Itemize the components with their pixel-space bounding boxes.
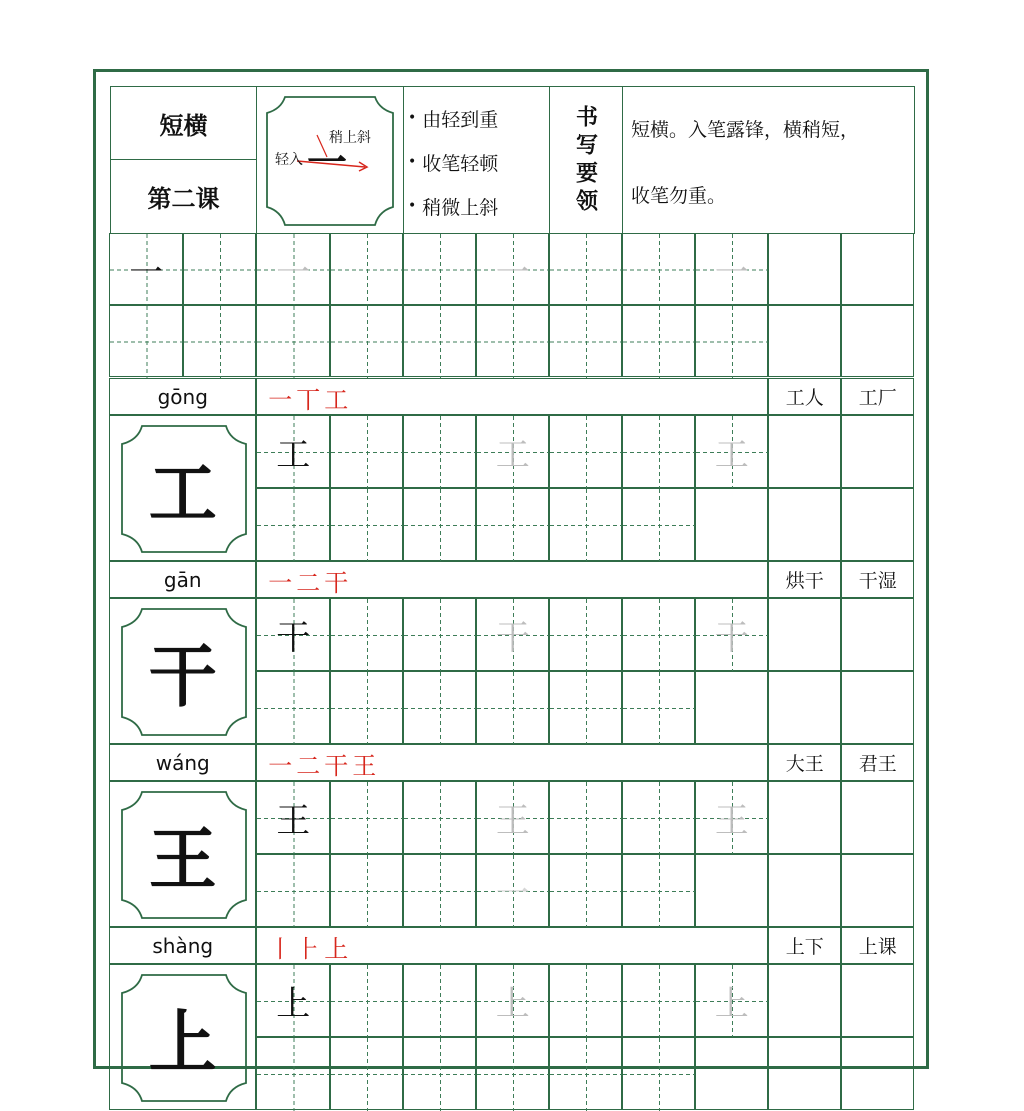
tianzige-guide-icon xyxy=(623,855,696,928)
tianzige-cell xyxy=(256,1037,330,1110)
stroke-order-strip xyxy=(256,744,768,781)
tianzige-guide-icon xyxy=(550,306,623,378)
essentials-title: 书写要领 xyxy=(572,105,599,217)
word-practice-cell xyxy=(768,671,841,744)
tianzige-cell xyxy=(476,488,549,561)
tianzige-cell xyxy=(695,781,768,854)
word-practice-cell xyxy=(841,964,914,1037)
tianzige-guide-icon xyxy=(404,855,477,928)
tianzige-guide-icon xyxy=(257,1038,331,1111)
tianzige-cell xyxy=(256,671,330,744)
tianzige-cell xyxy=(256,488,330,561)
pinyin-text: gōng xyxy=(157,384,208,409)
tianzige-cell xyxy=(330,671,403,744)
word-practice-cell xyxy=(768,1037,841,1110)
essentials-text-line: 收笔勿重。 xyxy=(631,184,727,207)
stroke-order-step: 二 xyxy=(296,568,321,597)
tianzige-guide-icon xyxy=(331,965,404,1038)
tianzige-guide-icon xyxy=(623,416,696,489)
tianzige-cell xyxy=(476,854,549,927)
word-practice-cell xyxy=(695,671,768,744)
word-text: 上下 xyxy=(785,936,824,959)
tianzige-guide-icon xyxy=(404,489,477,562)
word-text: 干湿 xyxy=(858,570,897,593)
stroke-diagram-cell xyxy=(257,86,404,234)
word-practice-cell xyxy=(841,415,914,488)
tianzige-guide-icon xyxy=(404,672,477,745)
model-character: 王 xyxy=(276,801,311,842)
lesson-cell xyxy=(110,160,257,234)
tianzige-guide-icon xyxy=(477,672,550,745)
tianzige-cell xyxy=(695,598,768,671)
stroke-order-step: 干 xyxy=(324,751,349,780)
word-practice-cell xyxy=(695,1037,768,1110)
trace-stroke: 一 xyxy=(276,252,311,293)
tianzige-cell xyxy=(549,964,622,1037)
tianzige-cell xyxy=(622,964,695,1037)
model-character: 工 xyxy=(276,435,311,476)
word-practice-cell xyxy=(768,415,841,488)
tianzige-cell xyxy=(330,1037,403,1110)
tianzige-cell xyxy=(549,1037,622,1110)
stroke-order-step: 工 xyxy=(324,385,349,414)
word-text: 大王 xyxy=(785,753,824,776)
pinyin-cell xyxy=(109,744,256,781)
essentials-text-line: 短横。入笔露锋，横稍短， xyxy=(631,118,860,141)
diagram-label-up: 稍上斜 xyxy=(329,130,371,146)
lesson-title: 第二课 xyxy=(147,184,220,213)
tianzige-guide-icon xyxy=(623,234,696,306)
trace-stroke: 一 xyxy=(495,874,530,915)
tianzige-cell xyxy=(476,671,549,744)
tianzige-cell xyxy=(256,415,330,488)
tianzige-guide-icon xyxy=(550,672,623,745)
tianzige-cell xyxy=(622,1037,695,1110)
tianzige-guide-icon xyxy=(331,306,404,378)
tianzige-guide-icon xyxy=(550,782,623,855)
tianzige-cell xyxy=(403,305,476,377)
tip-row: • 稍微上斜 xyxy=(408,189,498,223)
tianzige-guide-icon xyxy=(331,855,404,928)
tianzige-cell xyxy=(330,415,403,488)
stroke-order-step: 一 xyxy=(268,751,293,780)
stroke-order-step: 丨 xyxy=(268,934,293,963)
tianzige-cell xyxy=(256,305,330,377)
tianzige-cell xyxy=(476,781,549,854)
tianzige-cell xyxy=(330,488,403,561)
word-cell xyxy=(841,378,914,415)
tianzige-cell xyxy=(403,415,476,488)
tianzige-guide-icon xyxy=(550,489,623,562)
tianzige-guide-icon xyxy=(184,306,257,378)
tianzige-guide-icon xyxy=(404,234,477,306)
stroke-order-step: 丅 xyxy=(296,385,321,414)
word-practice-cell xyxy=(841,598,914,671)
word-cell xyxy=(768,561,841,598)
tianzige-guide-icon xyxy=(477,489,550,562)
word-practice-cell xyxy=(768,488,841,561)
tianzige-guide-icon xyxy=(623,599,696,672)
tianzige-cell xyxy=(476,305,549,377)
tianzige-cell xyxy=(330,781,403,854)
stroke-order-step: 一 xyxy=(268,568,293,597)
stroke-name: 短横 xyxy=(159,110,208,140)
tianzige-guide-icon xyxy=(550,855,623,928)
tianzige-cell xyxy=(476,598,549,671)
tianzige-cell xyxy=(109,305,183,377)
big-character: 王 xyxy=(148,819,217,900)
word-practice-cell xyxy=(768,305,841,377)
big-character-cell xyxy=(109,598,256,744)
word-cell xyxy=(841,561,914,598)
tianzige-guide-icon xyxy=(477,306,550,378)
tianzige-guide-icon xyxy=(550,599,623,672)
stroke-order-strip xyxy=(256,927,768,964)
tianzige-cell xyxy=(695,415,768,488)
tianzige-cell xyxy=(330,233,403,305)
pinyin-cell xyxy=(109,927,256,964)
tips-cell xyxy=(404,86,550,234)
stroke-order-strip xyxy=(256,561,768,598)
trace-character: 王 xyxy=(495,801,530,842)
tianzige-cell xyxy=(622,415,695,488)
word-practice-cell xyxy=(841,1037,914,1110)
tianzige-cell xyxy=(622,854,695,927)
big-character-cell xyxy=(109,781,256,927)
tianzige-cell xyxy=(330,598,403,671)
stroke-order-step: ⺊ xyxy=(296,934,321,963)
tianzige-cell xyxy=(549,488,622,561)
trace-character: 工 xyxy=(495,435,530,476)
tianzige-guide-icon xyxy=(331,672,404,745)
tianzige-cell xyxy=(622,305,695,377)
word-practice-cell xyxy=(841,781,914,854)
word-practice-cell xyxy=(768,854,841,927)
tianzige-guide-icon xyxy=(331,782,404,855)
stroke-order-step: 干 xyxy=(324,568,349,597)
tianzige-cell xyxy=(256,781,330,854)
tianzige-guide-icon xyxy=(331,234,404,306)
tianzige-cell xyxy=(403,671,476,744)
big-character: 干 xyxy=(148,636,217,717)
word-cell xyxy=(841,744,914,781)
trace-character: 工 xyxy=(714,435,749,476)
tianzige-cell xyxy=(549,671,622,744)
stroke-order-step: 二 xyxy=(296,751,321,780)
essentials-title-cell xyxy=(550,86,623,234)
diagram-stroke-char: 一 xyxy=(307,138,347,186)
model-character: 干 xyxy=(276,618,311,659)
tianzige-guide-icon xyxy=(550,416,623,489)
trace-character: 上 xyxy=(714,984,749,1025)
tianzige-cell xyxy=(109,233,183,305)
tianzige-guide-icon xyxy=(623,672,696,745)
word-text: 上课 xyxy=(858,936,897,959)
tianzige-guide-icon xyxy=(623,306,696,378)
big-character-cell xyxy=(109,415,256,561)
tianzige-guide-icon xyxy=(623,782,696,855)
tianzige-cell xyxy=(549,233,622,305)
tianzige-guide-icon xyxy=(184,234,257,306)
tianzige-cell xyxy=(403,488,476,561)
tianzige-guide-icon xyxy=(331,1038,404,1111)
word-practice-cell xyxy=(695,854,768,927)
word-cell xyxy=(768,744,841,781)
tianzige-guide-icon xyxy=(550,965,623,1038)
tianzige-cell xyxy=(476,233,549,305)
tianzige-cell xyxy=(256,854,330,927)
tianzige-cell xyxy=(622,598,695,671)
word-practice-cell xyxy=(841,488,914,561)
trace-character: 干 xyxy=(714,618,749,659)
word-text: 工人 xyxy=(785,387,824,410)
tianzige-cell xyxy=(476,415,549,488)
model-character: 上 xyxy=(276,984,311,1025)
stroke-name-cell xyxy=(110,86,257,160)
tianzige-cell xyxy=(476,964,549,1037)
tianzige-cell xyxy=(549,598,622,671)
pinyin-cell xyxy=(109,561,256,598)
tianzige-guide-icon xyxy=(404,1038,477,1111)
trace-stroke: 一 xyxy=(495,252,530,293)
stroke-order-step: 一 xyxy=(268,385,293,414)
big-character: 工 xyxy=(148,453,217,534)
word-practice-cell xyxy=(841,305,914,377)
word-practice-cell xyxy=(841,233,914,305)
tianzige-cell xyxy=(403,781,476,854)
stroke-order-step: 上 xyxy=(324,934,349,963)
tianzige-cell xyxy=(549,305,622,377)
pinyin-text: wáng xyxy=(155,750,210,775)
tianzige-cell xyxy=(403,854,476,927)
tianzige-cell xyxy=(403,964,476,1037)
tianzige-guide-icon xyxy=(623,965,696,1038)
tianzige-guide-icon xyxy=(257,672,331,745)
trace-character: 干 xyxy=(495,618,530,659)
big-character: 上 xyxy=(148,1002,217,1083)
pinyin-text: gān xyxy=(163,567,202,592)
tianzige-guide-icon xyxy=(477,1038,550,1111)
tianzige-guide-icon xyxy=(696,306,769,378)
tianzige-cell xyxy=(256,598,330,671)
tianzige-cell xyxy=(330,305,403,377)
word-practice-cell xyxy=(768,233,841,305)
tianzige-cell xyxy=(476,1037,549,1110)
tianzige-cell xyxy=(330,964,403,1037)
essentials-text-cell xyxy=(623,86,915,234)
tianzige-guide-icon xyxy=(331,416,404,489)
tianzige-cell xyxy=(256,233,330,305)
tianzige-guide-icon xyxy=(257,489,331,562)
tianzige-cell xyxy=(622,233,695,305)
tianzige-cell xyxy=(622,781,695,854)
tip-text: 收笔轻顿 xyxy=(422,152,499,175)
word-practice-cell xyxy=(841,671,914,744)
tianzige-guide-icon xyxy=(404,306,477,378)
stroke-order-step: 王 xyxy=(352,751,377,780)
word-practice-cell xyxy=(695,488,768,561)
tianzige-cell xyxy=(695,305,768,377)
tianzige-guide-icon xyxy=(404,416,477,489)
model-stroke: 一 xyxy=(129,252,164,293)
diagram-label-light: 轻入 xyxy=(275,152,303,168)
tianzige-guide-icon xyxy=(110,306,184,378)
tianzige-guide-icon xyxy=(550,1038,623,1111)
tianzige-guide-icon xyxy=(404,599,477,672)
tianzige-guide-icon xyxy=(404,965,477,1038)
tianzige-guide-icon xyxy=(550,234,623,306)
tianzige-cell xyxy=(695,233,768,305)
word-text: 工厂 xyxy=(858,387,897,410)
tianzige-guide-icon xyxy=(331,599,404,672)
word-practice-cell xyxy=(841,854,914,927)
tianzige-cell xyxy=(549,415,622,488)
word-cell xyxy=(768,927,841,964)
trace-character: 上 xyxy=(495,984,530,1025)
tianzige-cell xyxy=(549,854,622,927)
tianzige-cell xyxy=(622,671,695,744)
tianzige-cell xyxy=(403,1037,476,1110)
word-text: 烘干 xyxy=(785,570,824,593)
tip-row: • 由轻到重 xyxy=(408,101,498,135)
big-character-cell xyxy=(109,964,256,1110)
tip-text: 稍微上斜 xyxy=(422,196,499,219)
tianzige-cell xyxy=(183,233,256,305)
word-practice-cell xyxy=(768,964,841,1037)
tip-text: 由轻到重 xyxy=(422,108,499,131)
word-cell xyxy=(841,927,914,964)
tianzige-guide-icon xyxy=(404,782,477,855)
word-practice-cell xyxy=(768,598,841,671)
tianzige-guide-icon xyxy=(331,489,404,562)
word-cell xyxy=(768,378,841,415)
word-practice-cell xyxy=(768,781,841,854)
tianzige-guide-icon xyxy=(623,1038,696,1111)
pinyin-cell xyxy=(109,378,256,415)
tianzige-cell xyxy=(403,598,476,671)
tianzige-cell xyxy=(330,854,403,927)
tianzige-guide-icon xyxy=(623,489,696,562)
stroke-order-strip xyxy=(256,378,768,415)
tianzige-cell xyxy=(549,781,622,854)
tianzige-guide-icon xyxy=(257,306,331,378)
tip-row: • 收笔轻顿 xyxy=(408,145,498,179)
tianzige-guide-icon xyxy=(257,855,331,928)
word-text: 君王 xyxy=(858,753,897,776)
pinyin-text: shàng xyxy=(152,933,214,958)
tianzige-cell xyxy=(183,305,256,377)
tianzige-cell xyxy=(622,488,695,561)
tianzige-cell xyxy=(256,964,330,1037)
tianzige-cell xyxy=(695,964,768,1037)
trace-stroke: 一 xyxy=(714,252,749,293)
trace-character: 王 xyxy=(714,801,749,842)
tianzige-cell xyxy=(403,233,476,305)
